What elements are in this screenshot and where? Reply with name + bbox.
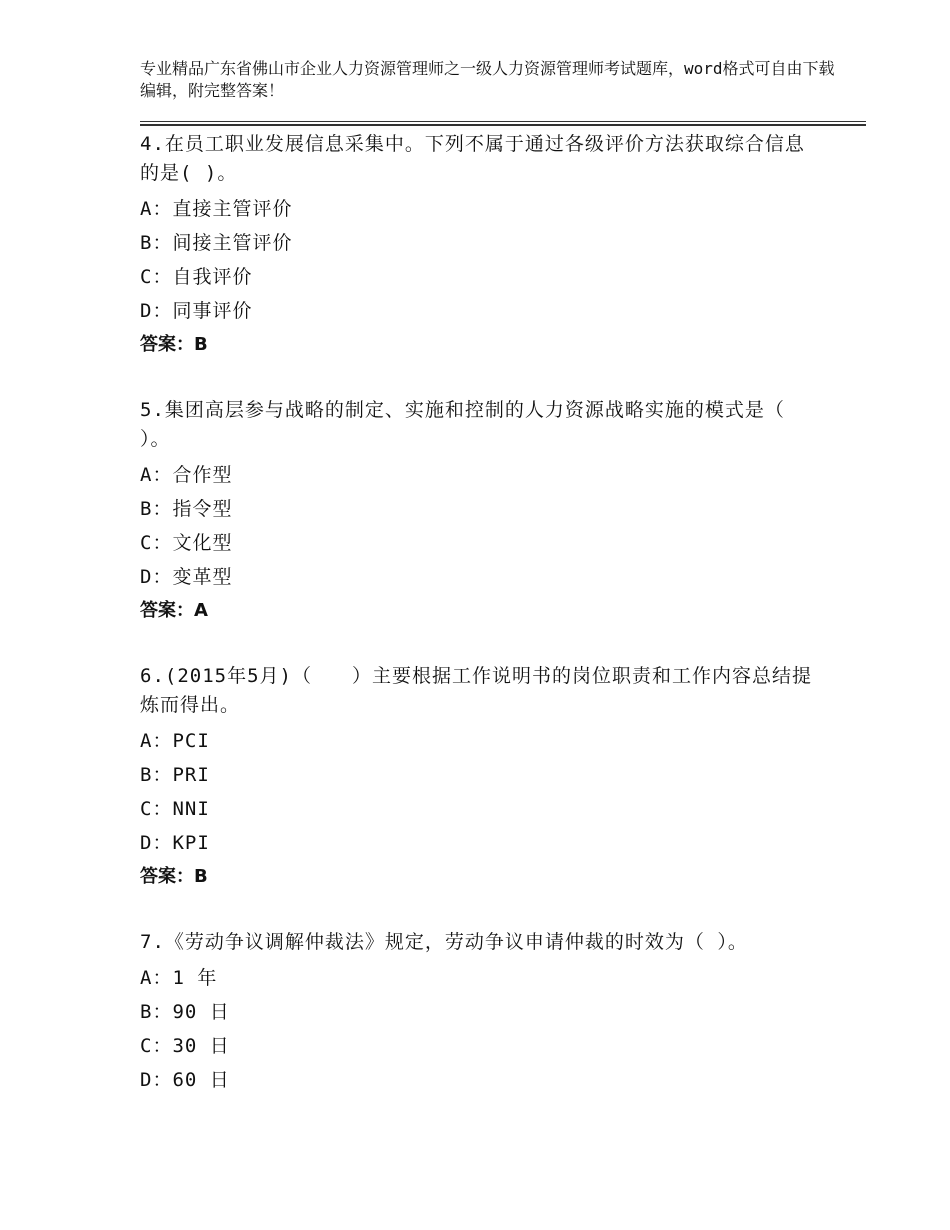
option-c: C：文化型 (140, 532, 233, 554)
question-4 (140, 130, 820, 362)
question-text: 5.集团高层参与战略的制定、实施和控制的人力资源战略实施的模式是（ ）。 (140, 399, 785, 450)
option-a: A：1 年 (140, 967, 218, 989)
option-c: C：自我评价 (140, 266, 253, 288)
option-c: C：NNI (140, 798, 210, 820)
option-d: D：60 日 (140, 1069, 230, 1091)
header-divider-thick (140, 124, 866, 126)
question-list (140, 130, 820, 1131)
option-a: A：PCI (140, 730, 210, 752)
option-c: C：30 日 (140, 1035, 230, 1057)
option-d: D：变革型 (140, 566, 233, 588)
question-text: 6.(2015年5月)（ ）主要根据工作说明书的岗位职责和工作内容总结提炼而得出。 (140, 665, 812, 716)
option-a: A：合作型 (140, 464, 233, 486)
option-d: D：同事评价 (140, 300, 253, 322)
answer: 答案：B (140, 866, 208, 887)
option-b: B：间接主管评价 (140, 232, 293, 254)
header-divider (140, 121, 866, 122)
option-b: B：指令型 (140, 498, 233, 520)
document-header: 专业精品广东省佛山市企业人力资源管理师之一级人力资源管理师考试题库，word格式可自由下载编辑，附完整答案！ (140, 59, 835, 100)
question-6 (140, 662, 820, 894)
answer: 答案：B (140, 334, 208, 355)
option-b: B：PRI (140, 764, 210, 786)
option-b: B：90 日 (140, 1001, 230, 1023)
question-5 (140, 396, 820, 628)
question-7 (140, 928, 820, 1097)
option-d: D：KPI (140, 832, 210, 854)
option-a: A：直接主管评价 (140, 198, 293, 220)
question-text: 7.《劳动争议调解仲裁法》规定，劳动争议申请仲裁的时效为（ ）。 (140, 931, 748, 953)
question-text: 4.在员工职业发展信息采集中。下列不属于通过各级评价方法获取综合信息的是( )。 (140, 133, 805, 184)
answer: 答案：A (140, 600, 208, 621)
